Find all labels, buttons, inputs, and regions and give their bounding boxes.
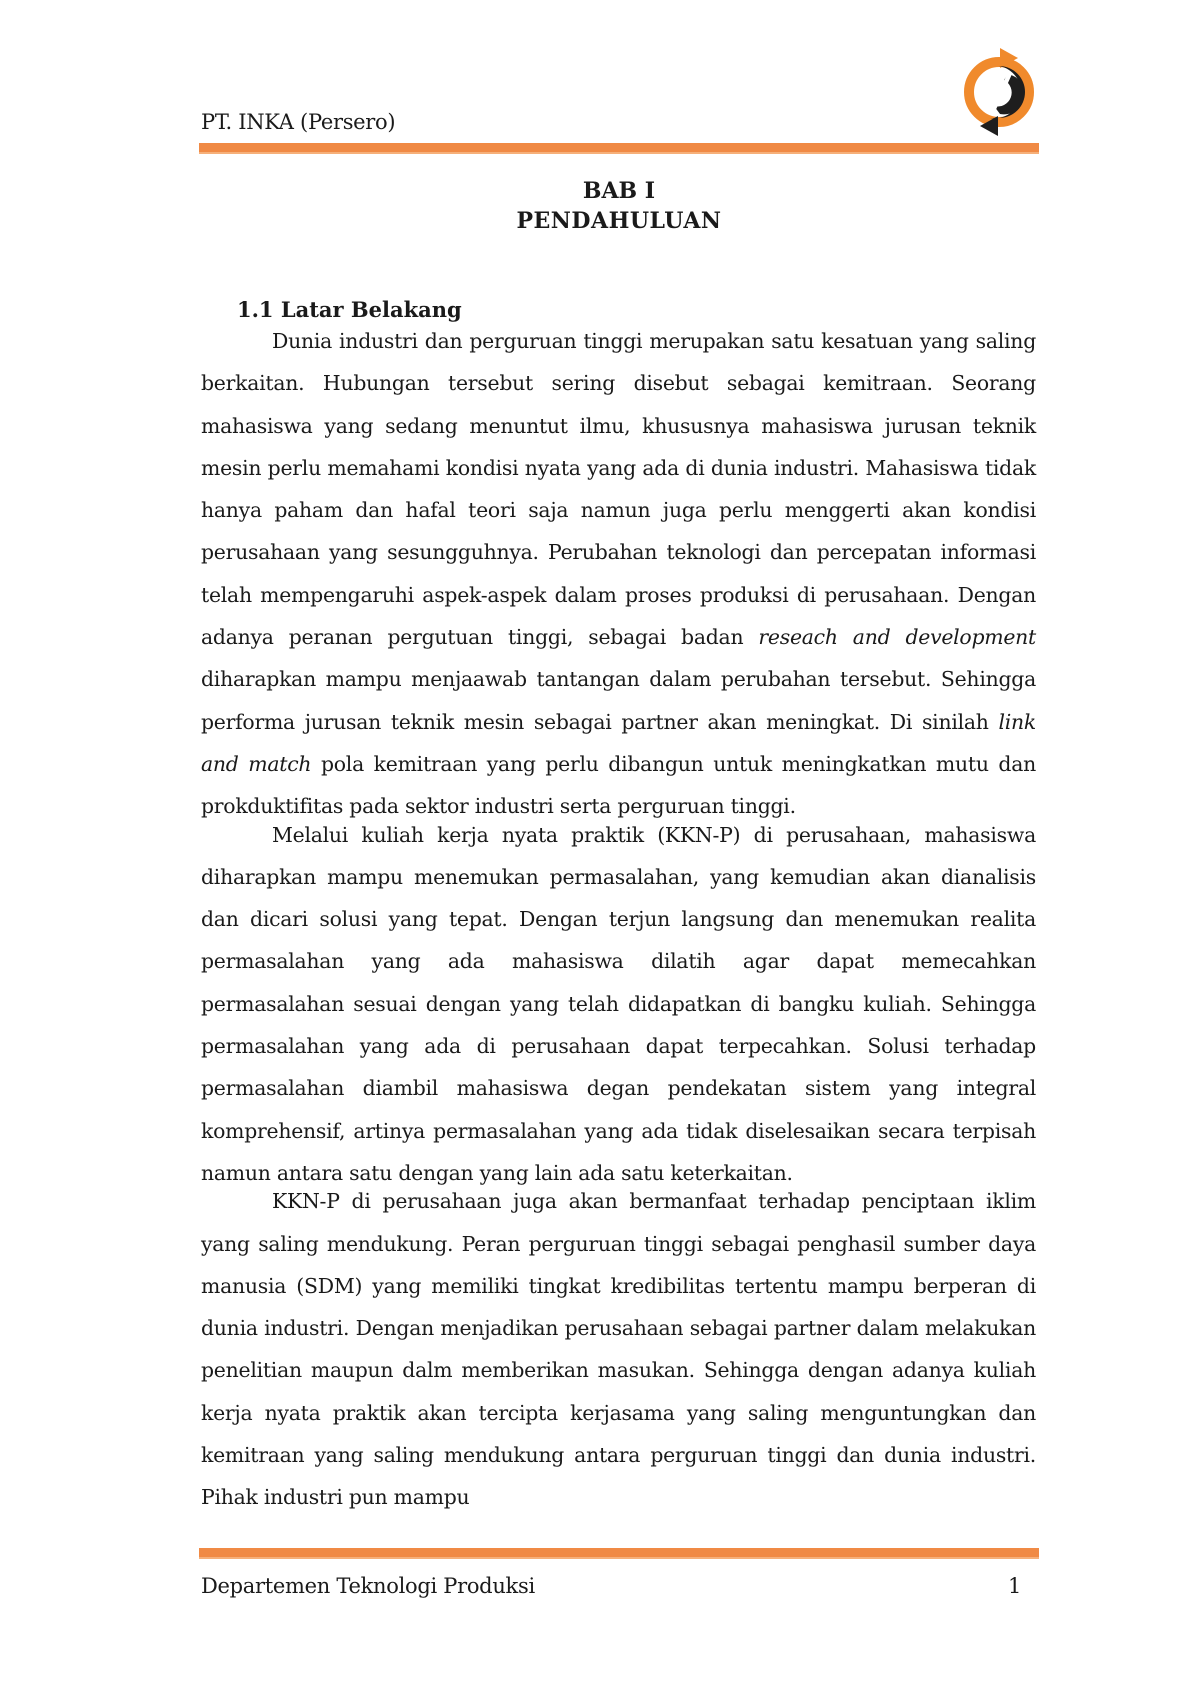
paragraph-1-text-b: diharapkan mampu menjaawab tantangan dalam perubahan tersebut. Sehingga performa jurusan teknik mesin sebagai partner akan meningkat. Di sinilah (201, 667, 1036, 734)
paragraph-1 (201, 320, 1036, 828)
header-divider (199, 143, 1039, 154)
footer-divider (199, 1548, 1039, 1559)
paragraph-1-italic-b: link and match (201, 709, 1036, 776)
chapter-title: PENDAHULUAN (516, 208, 722, 234)
header-company-name: PT. INKA (Persero) (201, 110, 396, 134)
section-heading: 1.1 Latar Belakang (237, 297, 462, 322)
chapter-number: BAB I (582, 178, 656, 204)
paragraph-2: Melalui kuliah kerja nyata praktik (KKN-P) di perusahaan, mahasiswa diharapkan mampu menemukan permasalahan, yang kemudian akan dianalisis dan dicari solusi yang tepat. Dengan terjun langsung dan menemukan realita permasalahan yang ada mahasiswa dilatih agar dapat memecahkan permasalahan sesuai dengan yang telah didapatkan di bangku kuliah. Sehingga permasalahan yang ada di perusahaan dapat terpecahkan. Solusi terhadap permasalahan diambil mahasiswa degan pendekatan sistem yang integral komprehensif, artinya permasalahan yang ada tidak diselesaikan secara terpisah namun antara satu dengan yang lain ada satu keterkaitan. (201, 822, 1036, 1185)
body-text (201, 320, 1036, 1510)
footer-department: Departemen Teknologi Produksi (201, 1574, 535, 1598)
paragraph-1-italic-a: reseach and development (758, 625, 1036, 650)
paragraph-1-text-a: Dunia industri dan perguruan tinggi merupakan satu kesatuan yang saling berkaitan. Hubungan tersebut sering disebut sebagai kemitraan. Seorang mahasiswa yang sedang menuntut ilmu, khususnya mahasiswa jurusan teknik mesin perlu memahami kondisi nyata yang ada di dunia industri. Mahasiswa tidak hanya paham dan hafal teori saja namun juga perlu menggerti akan kondisi perusahaan yang sesungguhnya. Perubahan teknologi dan percepatan informasi telah mempengaruhi aspek-aspek dalam proses produksi di perusahaan. Dengan adanya peranan pergutuan tinggi, sebagai badan (201, 329, 1036, 650)
inka-logo-icon (960, 44, 1038, 140)
page-number: 1 (1008, 1574, 1022, 1598)
paragraph-1-text-c: pola kemitraan yang perlu dibangun untuk meningkatkan mutu dan prokduktifitas pada sektor industri serta perguruan tinggi. (201, 751, 1036, 819)
paragraph-3: KKN-P di perusahaan juga akan bermanfaat terhadap penciptaan iklim yang saling mendukung. Peran perguruan tinggi sebagai penghasil sumber daya manusia (SDM) yang memiliki tingkat kredibilitas tertentu mampu berperan di dunia industri. Dengan menjadikan perusahaan sebagai partner dalam melakukan penelitian maupun dalm memberikan masukan. Sehingga dengan adanya kuliah kerja nyata praktik akan tercipta kerjasama yang saling menguntungkan dan kemitraan yang saling mendukung antara perguruan tinggi dan dunia industri. Pihak industri pun mampu (201, 1189, 1036, 1510)
